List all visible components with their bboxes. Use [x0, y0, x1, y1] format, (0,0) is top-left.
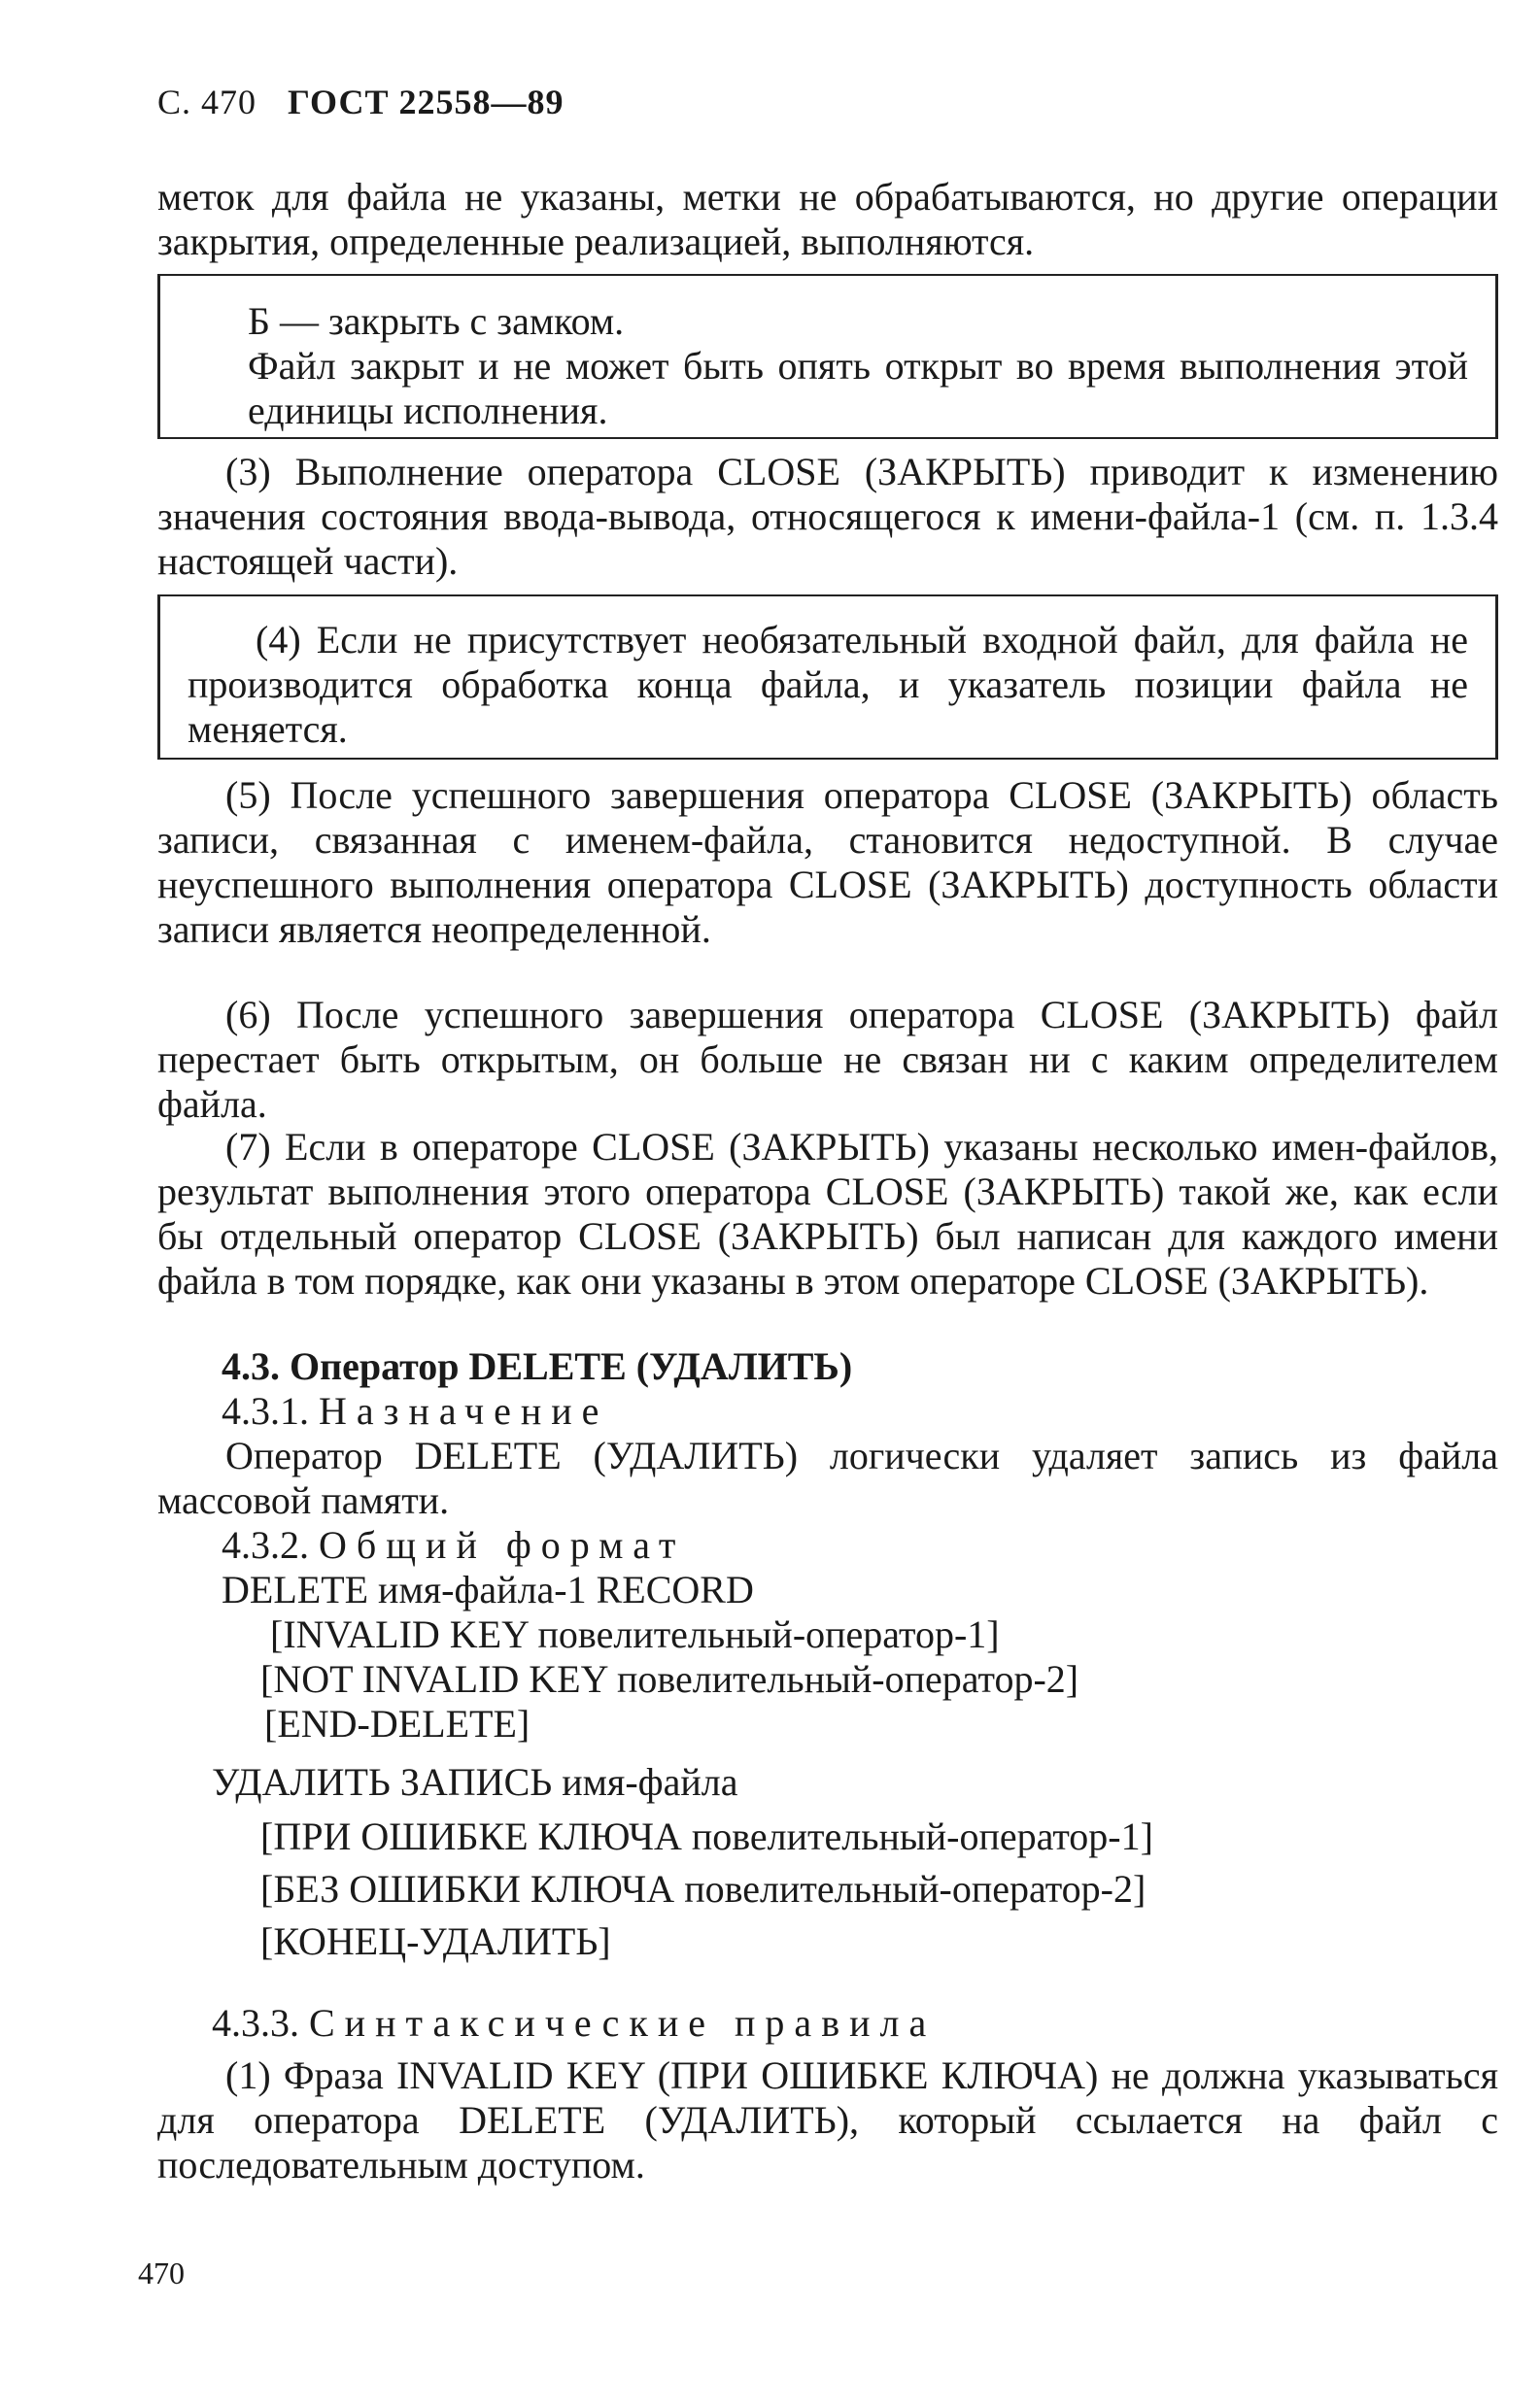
paragraph-7: (7) Если в операторе CLOSE (ЗАКРЫТЬ) указаны несколько имен-файлов, результат выполнения этого оператора CLOSE (ЗАКРЫТЬ) такой же, как если бы отдельный оператор CLOSE (ЗАКРЫТЬ) был написан для каждого имени файла в том порядке, как они указаны в этом операторе CLOSE (ЗАКРЫТЬ). [157, 1125, 1498, 1303]
section-4-3-heading: 4.3. Оператор DELETE (УДАЛИТЬ) [222, 1344, 853, 1388]
page-header [157, 82, 564, 122]
box2-text: (4) Если не присутствует необязательный входной файл, для файла не производится обработка конца файла, и указатель позиции файла не меняется. [188, 618, 1468, 751]
change-box-2 [157, 594, 1498, 760]
paragraph-3: (3) Выполнение оператора CLOSE (ЗАКРЫТЬ) приводит к изменению значения состояния ввода-вывода, относящегося к имени-файла-1 (см. п. 1.3.4 настоящей части). [157, 450, 1498, 583]
format-ru-line-4: [КОНЕЦ-УДАЛИТЬ] [260, 1919, 611, 1963]
box1-title: Б — закрыть с замком. [248, 299, 625, 343]
section-4-3-1-heading: 4.3.1. Назначение [222, 1389, 609, 1433]
format-ru-line-1: УДАЛИТЬ ЗАПИСЬ имя-файла [212, 1760, 738, 1804]
paragraph-6: (6) После успешного завершения оператора CLOSE (ЗАКРЫТЬ) файл перестает быть открытым, он больше не связан ни с каким определителем файла. [157, 993, 1498, 1126]
paragraph-5: (5) После успешного завершения оператора CLOSE (ЗАКРЫТЬ) область записи, связанная с именем-файла, становится недоступной. В случае неуспешного выполнения оператора CLOSE (ЗАКРЫТЬ) доступность области записи является неопределенной. [157, 773, 1498, 951]
section-4-3-2-heading: 4.3.2. Общий формат [222, 1523, 686, 1567]
format-en-line-2: [INVALID KEY повелительный-оператор-1] [270, 1612, 1000, 1656]
change-box-1 [157, 274, 1498, 439]
format-ru-line-2: [ПРИ ОШИБКЕ КЛЮЧА повелительный-оператор-1] [260, 1814, 1153, 1858]
page-number: 470 [138, 2255, 185, 2290]
continued-paragraph: меток для файла не указаны, метки не обрабатываются, но другие операции закрытия, определенные реализацией, выполняются. [157, 175, 1498, 263]
format-ru-line-3: [БЕЗ ОШИБКИ КЛЮЧА повелительный-оператор-2] [260, 1867, 1146, 1911]
format-en-line-4: [END-DELETE] [264, 1702, 530, 1746]
format-en-line-1: DELETE имя-файла-1 RECORD [222, 1568, 754, 1611]
section-4-3-3-heading: 4.3.3. Синтаксические правила [212, 2001, 937, 2045]
purpose-paragraph: Оператор DELETE (УДАЛИТЬ) логически удаляет запись из файла массовой памяти. [157, 1434, 1498, 1522]
page-ref: С. 470 [157, 83, 257, 121]
rule-1-paragraph: (1) Фраза INVALID KEY (ПРИ ОШИБКЕ КЛЮЧА) не должна указываться для оператора DELETE (УДАЛИТЬ), который ссылается на файл с последовательным доступом. [157, 2053, 1498, 2187]
standard-title: ГОСТ 22558—89 [288, 83, 565, 121]
box1-text: Файл закрыт и не может быть опять открыт во время выполнения этой единицы исполнения. [248, 344, 1468, 432]
format-en-line-3: [NOT INVALID KEY повелительный-оператор-2] [260, 1657, 1079, 1701]
